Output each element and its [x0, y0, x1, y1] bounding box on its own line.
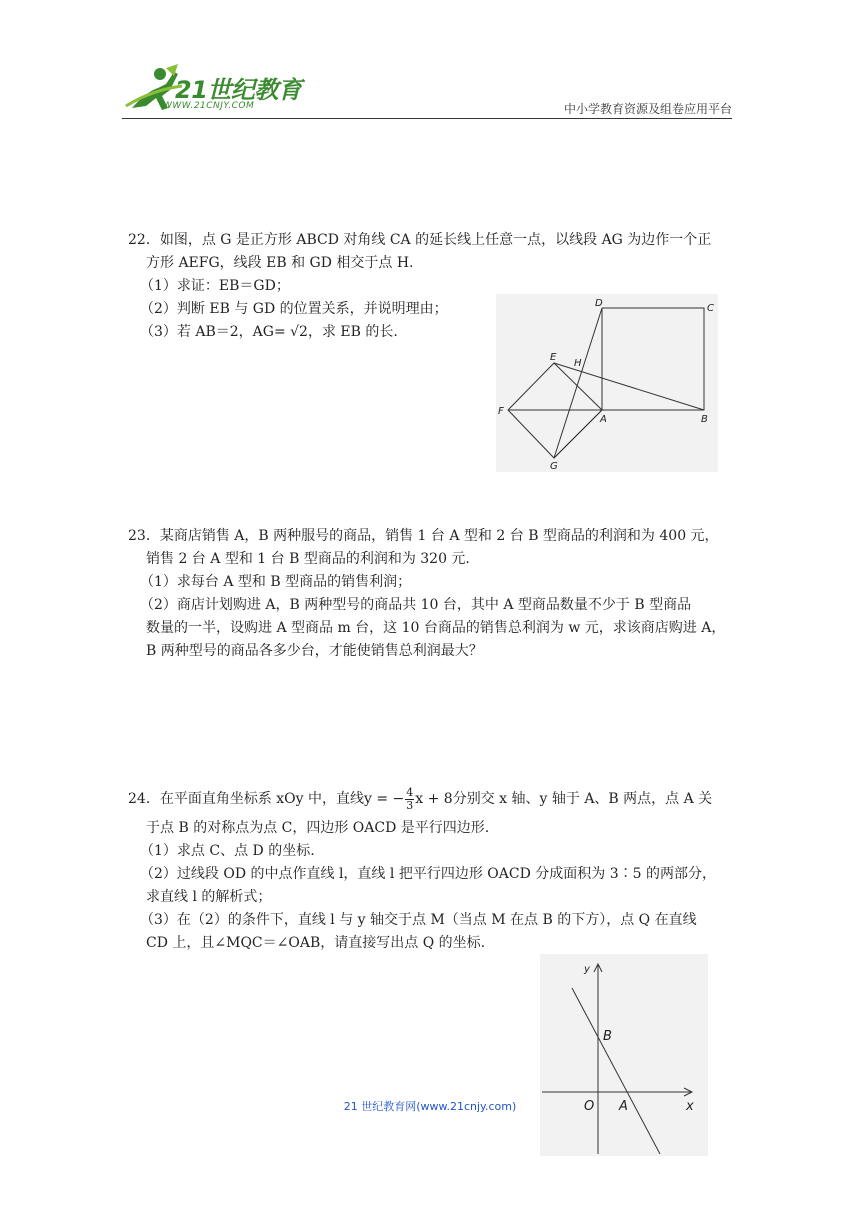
label-c: C — [707, 303, 714, 314]
fraction-denominator: 3 — [406, 798, 414, 812]
label-g: G — [550, 461, 558, 472]
label-o: O — [584, 1099, 595, 1114]
q23-part2c: B 两种型号的商品各多少台，才能使销售总利润最大？ — [146, 643, 483, 659]
label-d: D — [595, 298, 603, 309]
label-a: A — [619, 1099, 628, 1114]
q24-line1 — [128, 781, 738, 817]
header-tagline: 中小学教育资源及组卷应用平台 — [563, 102, 732, 116]
figure-background — [496, 294, 718, 472]
header-divider — [122, 118, 732, 119]
q24-part2b: 求直线 l 的解析式； — [146, 889, 272, 905]
label-y: y — [584, 964, 590, 975]
q22-line1: 22．如图，点 G 是正方形 ABCD 对角线 CA 的延长线上任意一点，以线段 AG 为边作一个正 — [128, 232, 712, 248]
footer-text: 21 世纪教育网(www.21cnjy.com) — [343, 1100, 517, 1113]
label-a: A — [600, 414, 607, 425]
q24-line1-pre: 24．在平面直角坐标系 xOy 中，直线y = − — [128, 791, 405, 807]
label-x: x — [686, 1099, 694, 1114]
logo-url: WWW.21CNJY.COM — [163, 101, 255, 111]
q22-part3: （3）若 AB＝2，AG= √2，求 EB 的长. — [140, 324, 398, 340]
q22-line2: 方形 AEFG，线段 EB 和 GD 相交于点 H. — [146, 255, 414, 271]
fraction-numerator: 4 — [406, 785, 414, 799]
q22-part2: （2）判断 EB 与 GD 的位置关系，并说明理由； — [140, 301, 448, 317]
q24-part2a: （2）过线段 OD 的中点作直线 l，直线 l 把平行四边形 OACD 分成面积为 3∶5 的两部分， — [140, 866, 716, 882]
q24-part3b: CD 上，且∠MQC＝∠OAB，请直接写出点 Q 的坐标. — [146, 935, 486, 951]
q23-part1: （1）求每台 A 型和 B 型商品的销售利润； — [140, 574, 412, 590]
q22-part1: （1）求证：EB＝GD； — [140, 278, 290, 294]
label-f: F — [498, 406, 504, 417]
label-h: H — [574, 358, 582, 369]
figure-background — [540, 954, 708, 1156]
q23-part2b: 数量的一半，设购进 A 型商品 m 台，这 10 台商品的销售总利润为 w 元，求该商店购进 A， — [146, 620, 726, 636]
q24-line2: 于点 B 的对称点为点 C，四边形 OACD 是平行四边形. — [146, 820, 490, 836]
label-b: B — [603, 1029, 612, 1044]
q22-figure — [496, 294, 718, 472]
label-b: B — [701, 414, 708, 425]
q24-figure — [540, 954, 708, 1156]
q24-part1: （1）求点 C、点 D 的坐标. — [140, 843, 315, 859]
fraction — [405, 787, 414, 812]
q23-part2a: （2）商店计划购进 A，B 两种型号的商品共 10 台，其中 A 型商品数量不少于 B 型商品 — [140, 597, 692, 613]
q24-part3a: （3）在（2）的条件下，直线 l 与 y 轴交于点 M（当点 M 在点 B 的下方），点 Q 在直线 — [140, 912, 697, 928]
q24-line1-post: x + 8分别交 x 轴、y 轴于 A、B 两点，点 A 关 — [415, 791, 713, 807]
q23-line2: 销售 2 台 A 型和 1 台 B 型商品的利润和为 320 元. — [146, 551, 470, 567]
label-e: E — [550, 352, 557, 363]
q23-line1: 23．某商店销售 A，B 两种服号的商品，销售 1 台 A 型和 2 台 B 型商品的利润和为 400 元， — [128, 528, 719, 544]
question-24 — [128, 781, 738, 955]
logo-text: 21世纪教育 — [175, 76, 302, 104]
question-23 — [128, 525, 738, 663]
